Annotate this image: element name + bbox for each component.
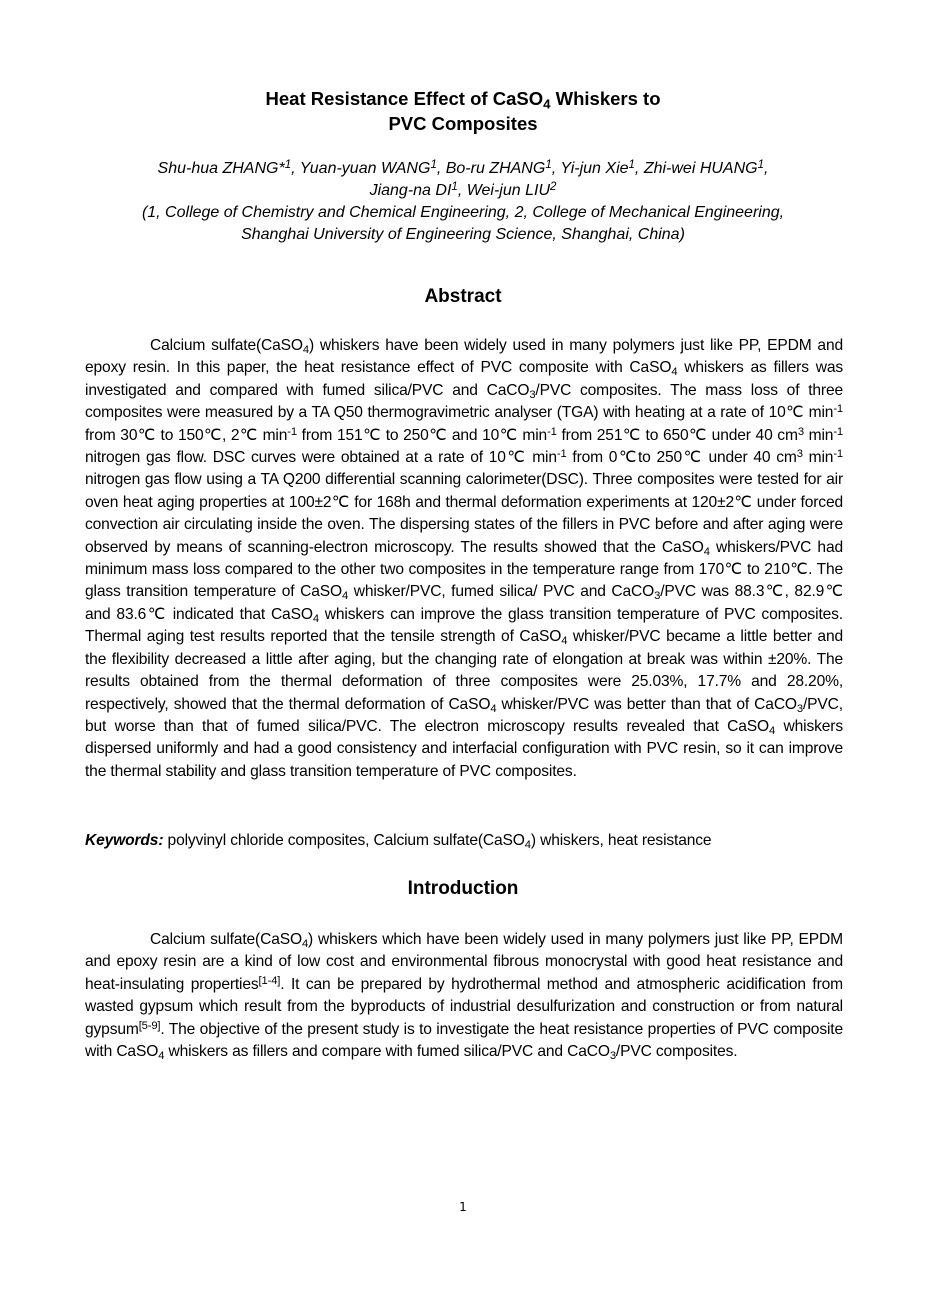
affiliation-line-2: Shanghai University of Engineering Science, Shanghai, China) bbox=[241, 226, 685, 243]
abstract-paragraph: Calcium sulfate(CaSO$_4$) whiskers have been widely used in many polymers just like PP, EPDM and epoxy resin. In this paper, the heat resistance effect of PVC composite with CaSO$_4$ whiskers as fillers was investigated and compared with fumed silica/PVC and CaCO$_3$/PVC composites. The mass loss of three composites were measured by a TA Q50 thermogravimetric analyser (TGA) with heating at a rate of 10℃ $\min^{-1}$ from 30℃ to 150℃, 2℃ $\min^{-1}$ from 151℃ to 250℃ and 10℃ $\min^{-1}$ from 251℃ to 650℃ under 40 $cm^3$ $\min^{-1}$ nitrogen gas flow. DSC curves were obtained at a rate of 10℃ $\min^{-1}$ from 0℃to 250℃ under 40 $cm^3$ $\min^{-1}$ nitrogen gas flow using a TA Q200 differential scanning calorimeter(DSC). Three composites were tested for air oven heat aging properties at 100±2℃ for 168h and thermal deformation experiments at 120±2℃ under forced convection air circulating inside the oven. The dispersing states of the fillers in PVC before and after aging were observed by means of scanning-electron microscopy. The results showed that the CaSO$_4$ whiskers/PVC had minimum mass loss compared to the other two composites in the temperature range from 170℃ to 210℃. The glass transition temperature of CaSO$_4$ whisker/PVC, fumed silica/ PVC and CaCO$_3$/PVC was 88.3℃, 82.9℃ and 83.6℃ indicated that CaSO$_4$ whiskers can improve the glass transition temperature of PVC composites. Thermal aging test results reported that the tensile strength of CaSO$_4$ whisker/PVC became a little better and the flexibility decreased a little after aging, but the changing rate of elongation at break was within ±20%. The results obtained from the thermal deformation of three composites were 25.03%, 17.7% and 28.20%, respectively, showed that the thermal deformation of CaSO$_4$ whisker/PVC was better than that of CaCO$_3$/PVC, but worse than that of fumed silica/PVC. The electron microscopy results revealed that CaSO$_4$ whiskers dispersed uniformly and had a good consistency and interfacial configuration with PVC resin, so it can improve the thermal stability and glass transition temperature of PVC composites. bbox=[85, 337, 844, 780]
abstract-heading: Abstract bbox=[424, 286, 502, 307]
title-line-1: Heat Resistance Effect of CaSO$_4$ Whiskers to bbox=[265, 88, 661, 112]
title-line-2: PVC Composites bbox=[388, 113, 538, 134]
keywords-label: Keywords: bbox=[85, 832, 164, 849]
abstract-body bbox=[85, 335, 843, 783]
affiliation-line-1: (1, College of Chemistry and Chemical Engineering, 2, College of Mechanical Engineering, bbox=[141, 204, 785, 221]
page-number: 1 bbox=[459, 1200, 467, 1214]
introduction-body bbox=[85, 929, 843, 1063]
citation-ref: [1-4] bbox=[258, 974, 281, 987]
author-line-1: Shu-hua ZHANG*$^1$, Yuan-yuan WANG$^1$, Bo-ru ZHANG$^1$, Yi-jun Xie$^1$, Zhi-wei HUANG$^1$, bbox=[157, 158, 769, 177]
keywords-line: Keywords: polyvinyl chloride composites, Calcium sulfate(CaSO$_4$) whiskers, heat resistance bbox=[85, 832, 712, 851]
introduction-paragraph: Calcium sulfate(CaSO$_4$) whiskers which have been widely used in many polymers just like PP, EPDM and epoxy resin are a kind of low cost and environmental fibrous monocrystal with good heat resistance and heat-insulating properties[1-4]. It can be prepared by hydrothermal method and atmospheric acidification from wasted gypsum which result from the byproducts of industrial desulfurization and construction or from natural gypsum[5-9]. The objective of the present study is to investigate the heat resistance properties of PVC composite with CaSO$_4$ whiskers as fillers and compare with fumed silica/PVC and CaCO$_3$/PVC composites. bbox=[85, 931, 843, 1062]
paper-title bbox=[0, 86, 926, 136]
author-block bbox=[60, 158, 866, 246]
author-line-2: Jiang-na $DI^1$, Wei-jun LIU$^2$ bbox=[369, 180, 557, 199]
citation-ref: [5-9] bbox=[138, 1019, 161, 1032]
introduction-heading: Introduction bbox=[407, 878, 519, 899]
